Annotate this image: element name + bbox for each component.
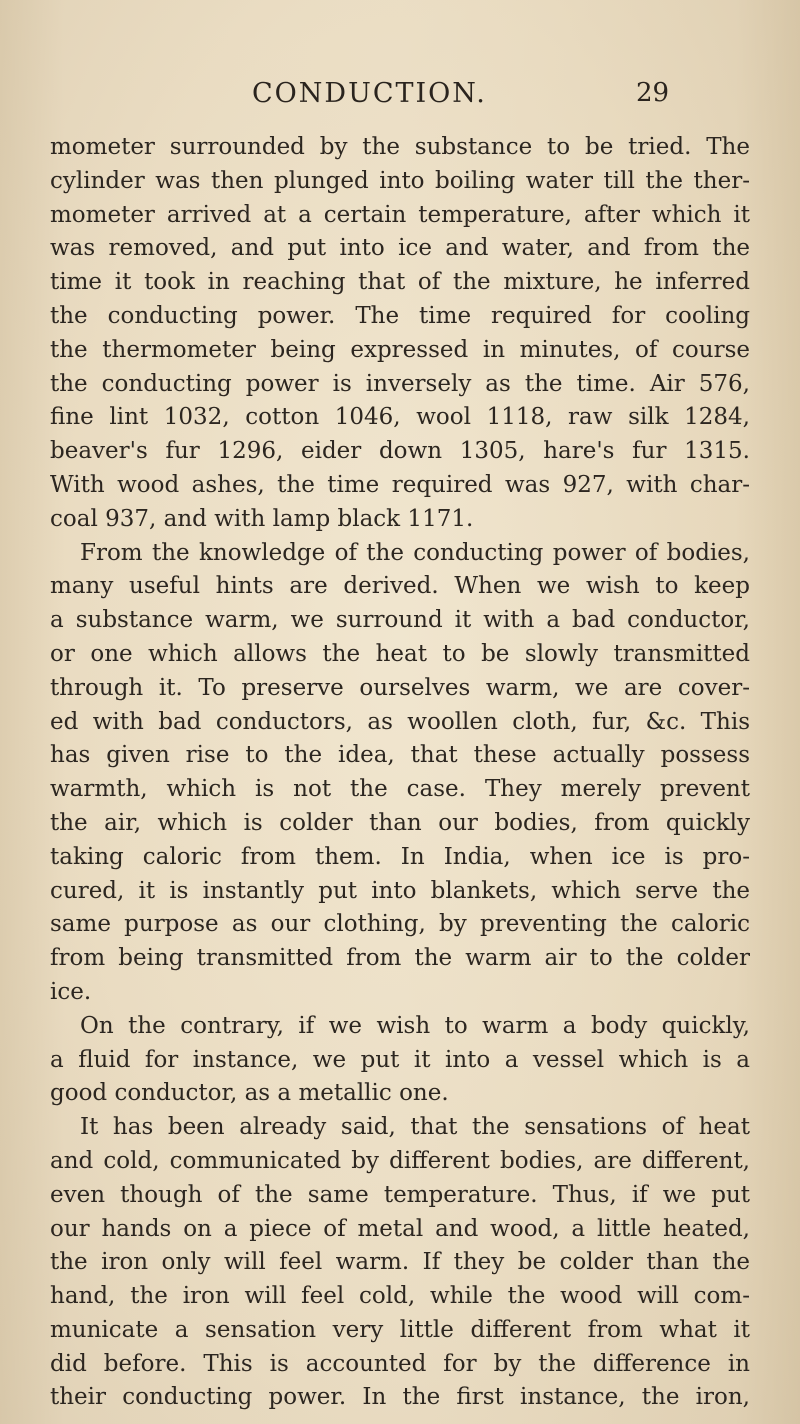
text-line: did before. This is accounted for by the difference in — [50, 1350, 750, 1377]
text-line: a substance warm, we surround it with a bad conductor, — [50, 607, 750, 634]
text-line: through it. To preserve ourselves warm, we are cover- — [50, 674, 750, 701]
text-line: hand, the iron will feel cold, while the wood will com- — [50, 1283, 750, 1310]
text-line: warmth, which is not the case. They merely prevent — [50, 776, 750, 803]
text-line: or one which allows the heat to be slowly transmitted — [50, 640, 750, 667]
text-line: the conducting power is inversely as the time. Air 576, — [50, 370, 750, 397]
text-line: cured, it is instantly put into blankets, which serve the — [50, 877, 750, 904]
paragraph-start-line: From the knowledge of the conducting power of bodies, — [80, 539, 750, 566]
text-line: beaver's fur 1296, eider down 1305, hare's fur 1315. — [50, 438, 750, 465]
text-line: the conducting power. The time required for cooling — [50, 302, 750, 329]
running-title: CONDUCTION. — [252, 78, 487, 109]
text-line: same purpose as our clothing, by preventing the caloric — [50, 911, 750, 938]
text-line: our hands on a piece of metal and wood, a little heated, — [50, 1215, 750, 1242]
text-line: cylinder was then plunged into boiling water till the ther- — [50, 167, 750, 194]
text-line: coal 937, and with lamp black 1171. — [50, 505, 474, 532]
page-number: 29 — [636, 78, 670, 108]
text-line: many useful hints are derived. When we wish to keep — [50, 573, 750, 600]
body-text — [50, 131, 750, 1415]
text-line: a fluid for instance, we put it into a vessel which is a — [50, 1046, 750, 1073]
text-line: ed with bad conductors, as woollen cloth, fur, &c. This — [50, 708, 750, 735]
paragraph-start-line: On the contrary, if we wish to warm a body quickly, — [80, 1012, 750, 1039]
text-line: the air, which is colder than our bodies, from quickly — [50, 809, 750, 836]
text-line: was removed, and put into ice and water, and from the — [50, 235, 750, 262]
text-line: has given rise to the idea, that these actually possess — [50, 742, 750, 769]
text-line: fine lint 1032, cotton 1046, wool 1118, raw silk 1284, — [50, 404, 750, 431]
page-header — [0, 78, 800, 118]
text-line: and cold, communicated by different bodies, are different, — [50, 1147, 750, 1174]
text-line: ice. — [50, 978, 92, 1005]
text-line: the thermometer being expressed in minutes, of course — [50, 336, 750, 363]
text-line: even though of the same temperature. Thus, if we put — [50, 1181, 750, 1208]
text-line: time it took in reaching that of the mixture, he inferred — [50, 269, 750, 296]
text-line: With wood ashes, the time required was 927, with char- — [50, 471, 750, 498]
text-line: municate a sensation very little different from what it — [50, 1316, 750, 1343]
text-line: the iron only will feel warm. If they be colder than the — [50, 1249, 750, 1276]
paragraph-start-line: It has been already said, that the sensations of heat — [80, 1114, 750, 1141]
text-line: mometer surrounded by the substance to be tried. The — [50, 134, 750, 160]
text-line: from being transmitted from the warm air to the colder — [50, 945, 750, 972]
text-line: good conductor, as a metallic one. — [50, 1080, 449, 1107]
text-line: mometer arrived at a certain temperature, after which it — [50, 201, 750, 228]
text-line: their conducting power. In the first instance, the iron, — [50, 1384, 750, 1411]
text-line: taking caloric from them. In India, when ice is pro- — [50, 843, 750, 870]
